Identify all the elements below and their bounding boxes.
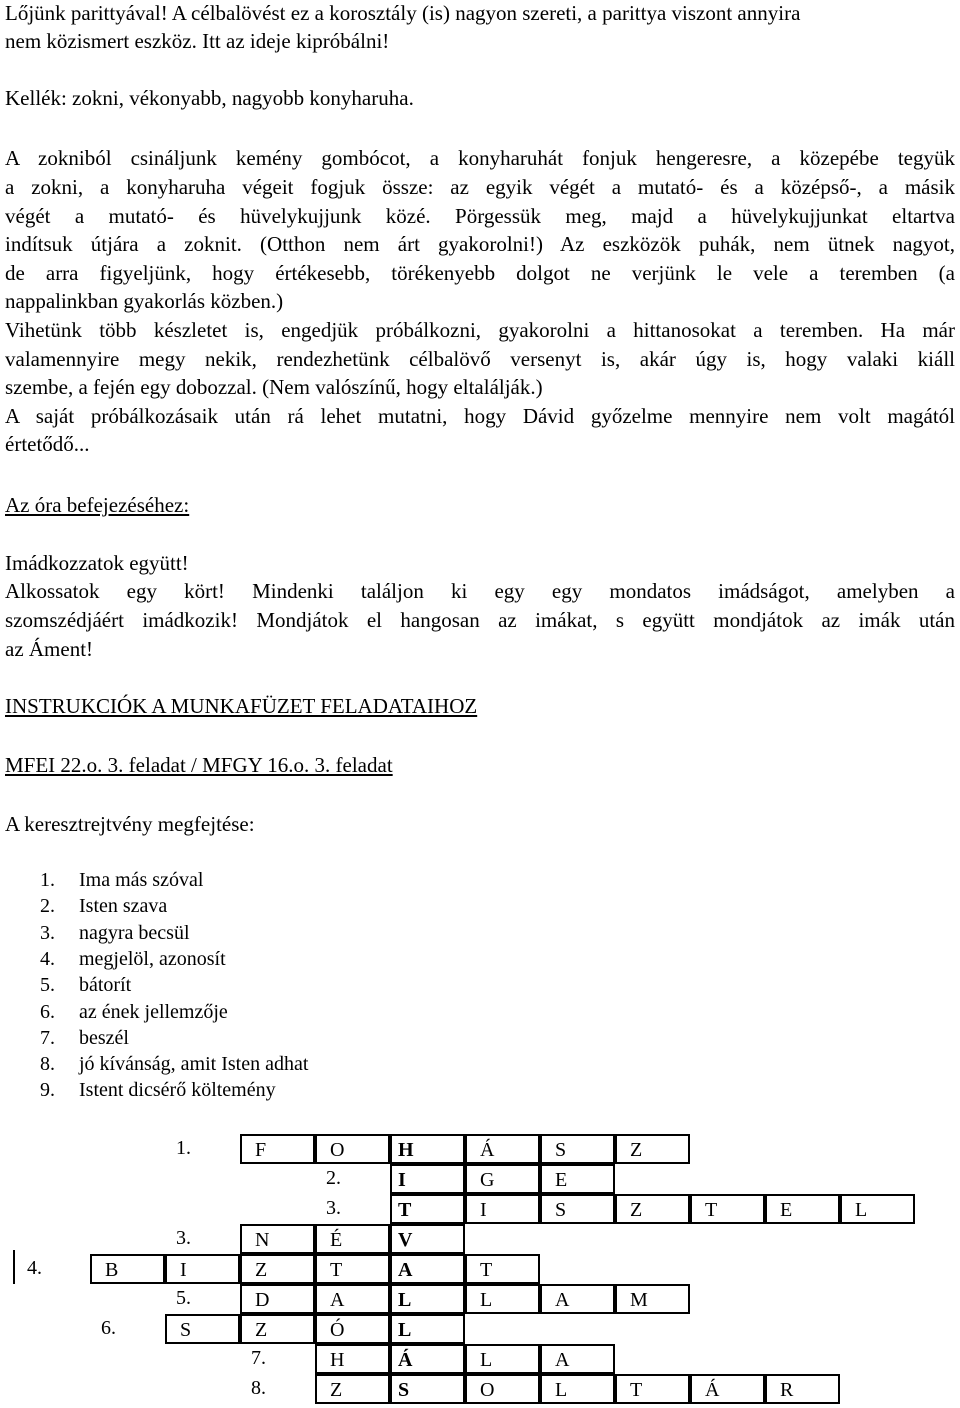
clue-text: Ima más szóval [79,869,204,891]
crossword-row-number: 5. [176,1287,191,1309]
paragraph-line: Alkossatok egy kört! Mindenki találjon ki egy egy mondatos imádságot, amelyben a [5,579,955,603]
crossword-row-number: 7. [251,1347,266,1369]
crossword-row-number: 4. [27,1257,42,1279]
crossword-cell: S [390,1374,465,1404]
clue-item [40,973,131,997]
section-heading: INSTRUKCIÓK A MUNKAFÜZET FELADATAIHOZ [5,694,478,718]
paragraph-line: szomszédjáért imádkozik! Mondjátok el hangosan az imákat, s együtt mondjátok az imák után [5,608,955,632]
crossword-cell: S [540,1194,615,1224]
crossword-cell: R [765,1374,840,1404]
section-heading: MFEI 22.o. 3. feladat / MFGY 16.o. 3. feladat [5,753,393,777]
crossword-row-number: 1. [176,1137,191,1159]
crossword-cell: I [465,1194,540,1224]
crossword-cell: E [765,1194,840,1224]
clue-item [40,1026,129,1050]
crossword-cell: B [90,1254,165,1284]
crossword-row-number: 8. [251,1377,266,1399]
clue-text: megjelöl, azonosít [79,947,226,970]
crossword-row-number: 2. [326,1167,341,1189]
crossword-cell: Z [240,1314,315,1344]
paragraph-line: Imádkozzatok együtt! [5,551,189,575]
paragraph-line: az Áment! [5,637,94,661]
crossword-cell: Z [615,1194,690,1224]
clue-number: 4. [40,947,55,970]
crossword-cell: M [615,1284,690,1314]
paragraph-line: Kellék: zokni, vékonyabb, nagyobb konyharuha. [5,86,414,110]
crossword-cell: A [540,1284,615,1314]
clue-text: Isten szava [79,895,168,918]
clue-text: bátorít [79,974,132,997]
crossword-cell: L [465,1344,540,1374]
crossword-row-number: 3. [176,1227,191,1249]
crossword-cell: O [315,1134,390,1164]
clue-number: 7. [40,1026,55,1049]
paragraph-line: értetődő... [5,432,90,456]
paragraph-line: A zokniból csináljunk kemény gombócot, a konyharuhát fonjuk hengeresre, a közepébe tegyük [5,146,955,170]
crossword-cell: A [315,1284,390,1314]
clue-number: 1. [40,869,55,891]
clue-text: Istent dicsérő költemény [79,1079,276,1102]
clue-item [40,1000,228,1024]
crossword-cell: F [240,1134,315,1164]
crossword-cell: L [390,1284,465,1314]
paragraph-line: végét a mutató- és hüvelykujjunk közé. Pörgessük meg, majd a hüvelykujjunkat eltartva [5,204,955,228]
crossword-cell: Z [615,1134,690,1164]
paragraph-line: Lőjünk parittyával! A célbalövést ez a korosztály (is) nagyon szereti, a parittya viszont annyira [5,1,801,25]
clue-text: nagyra becsül [79,921,190,944]
crossword-row-number: 3. [326,1197,341,1219]
crossword-cell: Z [240,1254,315,1284]
crossword-cell: Á [390,1344,465,1374]
crossword-cell: V [390,1224,465,1254]
clue-number: 5. [40,974,55,997]
clue-item [40,1052,308,1076]
paragraph-line: a zokni, a konyharuha végeit fogjuk össze: az egyik végét a mutató- és a középső-, a másik [5,175,955,199]
crossword-cell: T [315,1254,390,1284]
crossword-cell: E [540,1164,615,1194]
crossword-cell: A [540,1344,615,1374]
paragraph-line: Vihetünk több készletet is, engedjük próbálkozni, gyakorolni a hittanosokat a teremben. Ha már [5,318,955,342]
crossword-cell: S [165,1314,240,1344]
crossword-cell: Ó [315,1314,390,1344]
crossword-cell: Z [315,1374,390,1404]
paragraph-line: indítsuk útjára a zoknit. (Otthon nem árt gyakorolni!) Az eszközök puhák, nem ütnek nagyot, [5,232,955,256]
clue-text: beszél [79,1026,129,1049]
clue-text: jó kívánság, amit Isten adhat [79,1053,309,1076]
crossword-cell: I [390,1164,465,1194]
crossword-cell: D [240,1284,315,1314]
paragraph-line: nem közismert eszköz. Itt az ideje kipróbálni! [5,29,390,53]
crossword-cell: S [540,1134,615,1164]
crossword-cell: H [390,1134,465,1164]
clue-number: 2. [40,895,55,918]
crossword-row-number: 6. [101,1317,116,1339]
section-heading: Az óra befejezéséhez: [5,493,190,517]
clue-number: 3. [40,921,55,944]
crossword-cell: Á [465,1134,540,1164]
clue-item [40,921,190,945]
crossword-cell: T [390,1194,465,1224]
paragraph-line: valamennyire megy nekik, rendezhetünk célbalövő versenyt is, akár úgy is, hogy valaki kiáll [5,347,955,371]
clue-number: 9. [40,1079,55,1102]
crossword-cell: T [690,1194,765,1224]
crossword-cell: H [315,1344,390,1374]
clue-number: 6. [40,1000,55,1023]
crossword-cell: A [390,1254,465,1284]
margin-marker [13,1250,15,1284]
crossword-cell: N [240,1224,315,1254]
crossword-cell: L [540,1374,615,1404]
crossword-cell: L [390,1314,465,1344]
crossword-cell: O [465,1374,540,1404]
crossword-cell: É [315,1224,390,1254]
clue-item [40,894,167,918]
clue-text: az ének jellemzője [79,1000,228,1023]
crossword-cell: L [840,1194,915,1224]
crossword-cell: Á [690,1374,765,1404]
crossword-cell: I [165,1254,240,1284]
crossword-cell: T [615,1374,690,1404]
paragraph-line: nappalinkban gyakorlás közben.) [5,289,284,313]
clue-number: 8. [40,1053,55,1076]
clue-item [40,947,226,971]
crossword-cell: T [465,1254,540,1284]
paragraph-line: de arra figyeljünk, hogy értékesebb, törékenyebb dolgot ne verjünk le vele a teremben (a [5,261,955,285]
crossword-intro: A keresztrejtvény megfejtése: [5,812,255,836]
paragraph-line: A saját próbálkozásaik után rá lehet mutatni, hogy Dávid győzelme mennyire nem volt magától [5,404,955,428]
crossword-cell: L [465,1284,540,1314]
crossword-cell: G [465,1164,540,1194]
clue-item [40,1078,276,1102]
clue-item [40,868,203,892]
paragraph-line: szembe, a fején egy dobozzal. (Nem valószínű, hogy eltalálják.) [5,375,543,399]
